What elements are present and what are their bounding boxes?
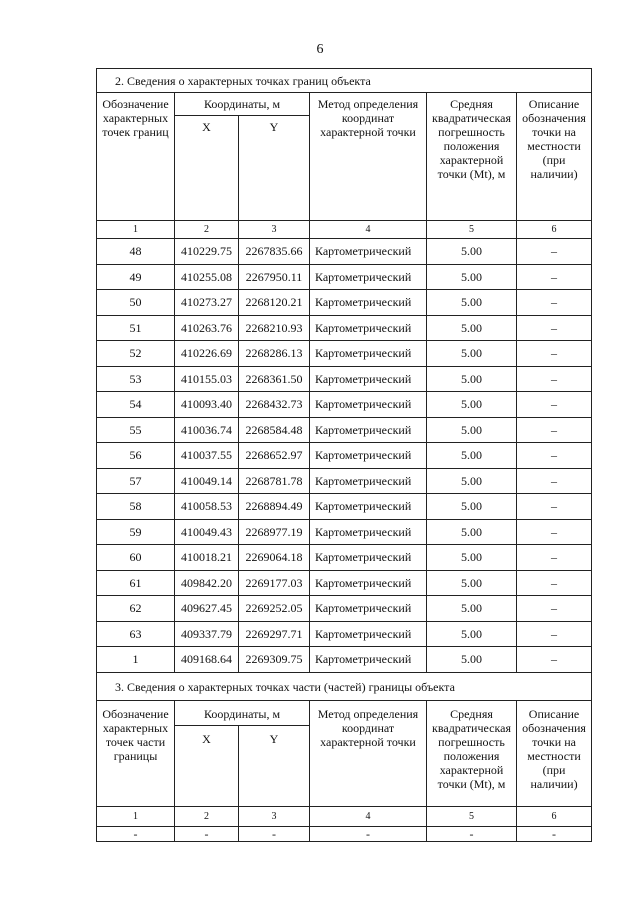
y-coordinate-cell: 2267950.11 [239, 264, 310, 290]
description-cell: – [517, 570, 592, 596]
method-cell: Картометрический [310, 545, 427, 571]
column-number: 2 [175, 221, 239, 239]
column-number: 1 [97, 221, 175, 239]
x-coordinate-cell: 410018.21 [175, 545, 239, 571]
x-coordinate-cell: 410229.75 [175, 239, 239, 265]
description-cell: – [517, 494, 592, 520]
method-cell: Картометрический [310, 315, 427, 341]
point-id-cell: 53 [97, 366, 175, 392]
header-x: X [175, 726, 239, 807]
x-coordinate-cell: 409168.64 [175, 647, 239, 673]
point-id-cell: 59 [97, 519, 175, 545]
x-coordinate-cell: 410155.03 [175, 366, 239, 392]
error-cell: - [427, 827, 517, 842]
column-numbers-row [97, 807, 592, 827]
table-row [97, 545, 592, 571]
point-id-cell: 56 [97, 443, 175, 469]
x-coordinate-cell: 410093.40 [175, 392, 239, 418]
point-id-cell: 55 [97, 417, 175, 443]
x-coordinate-cell: 410037.55 [175, 443, 239, 469]
point-id-cell: 49 [97, 264, 175, 290]
method-cell: Картометрический [310, 647, 427, 673]
method-cell: Картометрический [310, 239, 427, 265]
section-title: 2. Сведения о характерных точках границ объекта [97, 69, 592, 93]
description-cell: – [517, 596, 592, 622]
point-id-cell: 52 [97, 341, 175, 367]
point-id-cell: 62 [97, 596, 175, 622]
x-coordinate-cell: 409627.45 [175, 596, 239, 622]
part-boundary-points-table [96, 672, 592, 842]
error-cell: 5.00 [427, 239, 517, 265]
error-cell: 5.00 [427, 621, 517, 647]
column-number: 2 [175, 807, 239, 827]
header-description: Описание обозначения точки на местности (при наличии) [517, 93, 592, 221]
method-cell: Картометрический [310, 341, 427, 367]
error-cell: 5.00 [427, 570, 517, 596]
description-cell: - [517, 827, 592, 842]
method-cell: Картометрический [310, 392, 427, 418]
x-coordinate-cell: 410273.27 [175, 290, 239, 316]
x-coordinate-cell: 410255.08 [175, 264, 239, 290]
column-number: 3 [239, 221, 310, 239]
error-cell: 5.00 [427, 392, 517, 418]
point-id-cell: 48 [97, 239, 175, 265]
y-coordinate-cell: 2268432.73 [239, 392, 310, 418]
description-cell: – [517, 366, 592, 392]
table-row [97, 443, 592, 469]
column-number: 6 [517, 807, 592, 827]
table-row [97, 392, 592, 418]
error-cell: 5.00 [427, 417, 517, 443]
x-coordinate-cell: 410226.69 [175, 341, 239, 367]
header-method: Метод определения координат характерной точки [310, 93, 427, 221]
y-coordinate-cell: 2268894.49 [239, 494, 310, 520]
header-coordinates: Координаты, м [175, 701, 310, 726]
error-cell: 5.00 [427, 596, 517, 622]
y-coordinate-cell: 2268120.21 [239, 290, 310, 316]
method-cell: Картометрический [310, 570, 427, 596]
description-cell: – [517, 647, 592, 673]
table-row [97, 647, 592, 673]
point-id-cell: - [97, 827, 175, 842]
x-coordinate-cell: 410049.14 [175, 468, 239, 494]
x-coordinate-cell: 410263.76 [175, 315, 239, 341]
y-coordinate-cell: 2268977.19 [239, 519, 310, 545]
y-coordinate-cell: 2267835.66 [239, 239, 310, 265]
description-cell: – [517, 392, 592, 418]
description-cell: – [517, 468, 592, 494]
method-cell: Картометрический [310, 494, 427, 520]
header-coordinates: Координаты, м [175, 93, 310, 116]
y-coordinate-cell: 2269309.75 [239, 647, 310, 673]
y-coordinate-cell: 2268781.78 [239, 468, 310, 494]
error-cell: 5.00 [427, 519, 517, 545]
table-row [97, 264, 592, 290]
error-cell: 5.00 [427, 494, 517, 520]
description-cell: – [517, 417, 592, 443]
column-number: 4 [310, 807, 427, 827]
table-row [97, 290, 592, 316]
description-cell: – [517, 519, 592, 545]
page-number: 6 [316, 42, 324, 57]
table-row [97, 315, 592, 341]
header-description: Описание обозначения точки на местности (при наличии) [517, 701, 592, 807]
error-cell: 5.00 [427, 366, 517, 392]
method-cell: Картометрический [310, 596, 427, 622]
error-cell: 5.00 [427, 647, 517, 673]
column-number: 3 [239, 807, 310, 827]
x-coordinate-cell: - [175, 827, 239, 842]
description-cell: – [517, 341, 592, 367]
point-id-cell: 58 [97, 494, 175, 520]
header-y: Y [239, 116, 310, 221]
description-cell: – [517, 315, 592, 341]
error-cell: 5.00 [427, 443, 517, 469]
table-row [97, 621, 592, 647]
x-coordinate-cell: 409842.20 [175, 570, 239, 596]
table-row [97, 366, 592, 392]
x-coordinate-cell: 409337.79 [175, 621, 239, 647]
table-row [97, 827, 592, 842]
table-row [97, 570, 592, 596]
description-cell: – [517, 239, 592, 265]
header-error: Средняя квадратическая погрешность положения характерной точки (Mt), м [427, 701, 517, 807]
error-cell: 5.00 [427, 468, 517, 494]
y-coordinate-cell: 2269252.05 [239, 596, 310, 622]
point-id-cell: 63 [97, 621, 175, 647]
point-id-cell: 1 [97, 647, 175, 673]
error-cell: 5.00 [427, 545, 517, 571]
header-y: Y [239, 726, 310, 807]
column-number: 6 [517, 221, 592, 239]
method-cell: - [310, 827, 427, 842]
method-cell: Картометрический [310, 290, 427, 316]
column-number: 5 [427, 221, 517, 239]
section-title: 3. Сведения о характерных точках части (частей) границы объекта [97, 673, 592, 701]
y-coordinate-cell: 2268361.50 [239, 366, 310, 392]
point-id-cell: 50 [97, 290, 175, 316]
table-row [97, 239, 592, 265]
point-id-cell: 51 [97, 315, 175, 341]
header-designation: Обозначение характерных точек границ [97, 93, 175, 221]
description-cell: – [517, 290, 592, 316]
method-cell: Картометрический [310, 366, 427, 392]
point-id-cell: 61 [97, 570, 175, 596]
table-row [97, 494, 592, 520]
point-id-cell: 54 [97, 392, 175, 418]
point-id-cell: 60 [97, 545, 175, 571]
x-coordinate-cell: 410036.74 [175, 417, 239, 443]
y-coordinate-cell: 2268652.97 [239, 443, 310, 469]
method-cell: Картометрический [310, 468, 427, 494]
x-coordinate-cell: 410058.53 [175, 494, 239, 520]
y-coordinate-cell: 2268210.93 [239, 315, 310, 341]
method-cell: Картометрический [310, 417, 427, 443]
description-cell: – [517, 545, 592, 571]
y-coordinate-cell: - [239, 827, 310, 842]
table-row [97, 341, 592, 367]
table-row [97, 519, 592, 545]
x-coordinate-cell: 410049.43 [175, 519, 239, 545]
error-cell: 5.00 [427, 264, 517, 290]
error-cell: 5.00 [427, 341, 517, 367]
table-row [97, 417, 592, 443]
table-row [97, 468, 592, 494]
method-cell: Картометрический [310, 621, 427, 647]
y-coordinate-cell: 2269064.18 [239, 545, 310, 571]
table-row [97, 596, 592, 622]
column-numbers-row [97, 221, 592, 239]
y-coordinate-cell: 2268584.48 [239, 417, 310, 443]
error-cell: 5.00 [427, 290, 517, 316]
column-number: 5 [427, 807, 517, 827]
point-id-cell: 57 [97, 468, 175, 494]
column-number: 4 [310, 221, 427, 239]
description-cell: – [517, 621, 592, 647]
method-cell: Картометрический [310, 519, 427, 545]
y-coordinate-cell: 2269297.71 [239, 621, 310, 647]
header-x: X [175, 116, 239, 221]
method-cell: Картометрический [310, 264, 427, 290]
description-cell: – [517, 264, 592, 290]
header-designation: Обозначение характерных точек части границы [97, 701, 175, 807]
boundary-points-table [96, 68, 592, 673]
header-error: Средняя квадратическая погрешность положения характерной точки (Mt), м [427, 93, 517, 221]
error-cell: 5.00 [427, 315, 517, 341]
header-method: Метод определения координат характерной точки [310, 701, 427, 807]
y-coordinate-cell: 2269177.03 [239, 570, 310, 596]
column-number: 1 [97, 807, 175, 827]
method-cell: Картометрический [310, 443, 427, 469]
description-cell: – [517, 443, 592, 469]
y-coordinate-cell: 2268286.13 [239, 341, 310, 367]
